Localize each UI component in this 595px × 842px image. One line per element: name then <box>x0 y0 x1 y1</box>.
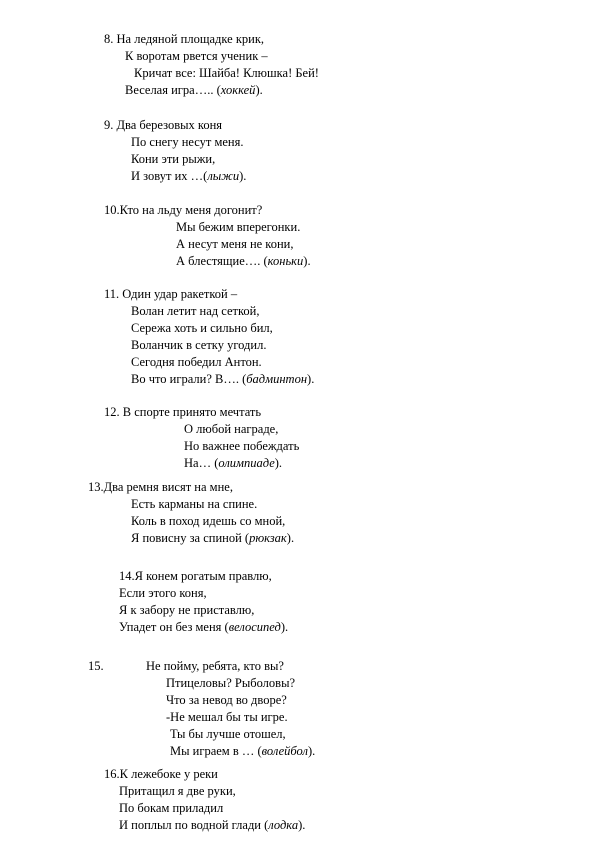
riddle-line: 10.Кто на льду меня догонит? <box>104 203 263 217</box>
riddle-tail: ). <box>280 620 289 634</box>
riddle-line: К воротам рвется ученик – <box>125 49 268 63</box>
riddle-line: О любой награде, <box>184 422 279 436</box>
riddle-line: Птицеловы? Рыболовы? <box>166 676 296 690</box>
riddle-tail: ). <box>307 372 315 386</box>
riddle-line: 9. Два березовых коня <box>104 118 223 132</box>
riddle-line: Сережа хоть и сильно бил, <box>131 321 273 335</box>
riddle-line: Сегодня победил Антон. <box>131 355 262 369</box>
riddle-line: Я повисну за спиной ( <box>131 531 250 545</box>
riddle-tail: ). <box>286 531 295 545</box>
riddle-line: Что за невод во дворе? <box>166 693 287 707</box>
riddle-line: Упадет он без меня ( <box>119 620 229 634</box>
riddle-line: Но важнее побеждать <box>184 439 300 453</box>
riddle-line: Мы бежим вперегонки. <box>176 220 301 234</box>
riddle-answer: хоккей <box>220 83 256 97</box>
riddle-line: По снегу несут меня. <box>131 135 244 149</box>
riddle-line: Волан летит над сеткой, <box>131 304 260 318</box>
riddle-line: 14.Я конем рогатым правлю, <box>119 569 272 583</box>
riddle-line: 12. В спорте принято мечтать <box>104 405 262 419</box>
riddle-answer: лыжи <box>207 169 240 183</box>
riddle-answer: бадминтон <box>246 372 308 386</box>
riddle-line: И зовут их …( <box>131 169 208 183</box>
riddle-tail: ). <box>303 254 311 268</box>
riddle-tail: ). <box>307 744 316 758</box>
riddle-line-answer <box>131 530 294 546</box>
riddle-answer: рюкзак <box>249 531 287 545</box>
riddle-line-answer <box>176 253 311 269</box>
riddle-line-answer <box>125 82 263 98</box>
riddle-line: Веселая игра….. ( <box>125 83 221 97</box>
riddle-line: А блестящие…. ( <box>176 254 268 268</box>
riddle-line-answer <box>119 817 305 833</box>
riddle-answer: волейбол <box>261 744 308 758</box>
riddle-answer: олимпиаде <box>218 456 275 470</box>
riddle-line: Не пойму, ребята, кто вы? <box>146 659 284 673</box>
riddle-tail: ). <box>239 169 247 183</box>
riddle-line: Притащил я две руки, <box>119 784 236 798</box>
riddle-line: -Не мешал бы ты игре. <box>166 710 288 724</box>
riddle-line: Мы играем в … ( <box>170 744 262 758</box>
riddle-line: Кричат все: Шайба! Клюшка! Бей! <box>134 66 319 80</box>
riddle-line: 11. Один удар ракеткой – <box>104 287 238 301</box>
riddle-tail: ). <box>274 456 283 470</box>
riddle-line: 13.Два ремня висят на мне, <box>88 480 233 494</box>
riddle-tail: ). <box>255 83 263 97</box>
riddle-line: Ты бы лучше отошел, <box>170 727 286 741</box>
riddle-line: 8. На ледяной площадке крик, <box>104 32 265 46</box>
riddle-line-answer <box>184 455 282 471</box>
riddle-answer: лодка <box>268 818 299 832</box>
riddle-line: Есть карманы на спине. <box>131 497 258 511</box>
riddle-answer: велосипед <box>228 620 281 634</box>
riddle-line: Коль в поход идешь со мной, <box>131 514 286 528</box>
riddle-line: Если этого коня, <box>119 586 207 600</box>
riddle-answer: коньки <box>267 254 304 268</box>
riddle-line-answer <box>170 743 315 759</box>
riddle-line: 16.К лежебоке у реки <box>104 767 218 781</box>
riddle-number: 15. <box>88 659 104 673</box>
riddle-line: Воланчик в сетку угодил. <box>131 338 267 352</box>
riddle-line: И поплыл по водной глади ( <box>119 818 269 832</box>
riddle-line-answer <box>119 619 288 635</box>
riddle-line-answer <box>131 371 314 387</box>
riddle-line: Я к забору не приставлю, <box>119 603 255 617</box>
riddle-line: Кони эти рыжи, <box>131 152 216 166</box>
riddle-line: А несут меня не кони, <box>176 237 294 251</box>
riddle-line-answer <box>131 168 246 184</box>
riddle-line: На… ( <box>184 456 219 470</box>
riddle-tail: ). <box>298 818 306 832</box>
riddle-line: Во что играли? В…. ( <box>131 372 247 386</box>
riddle-line: По бокам приладил <box>119 801 224 815</box>
